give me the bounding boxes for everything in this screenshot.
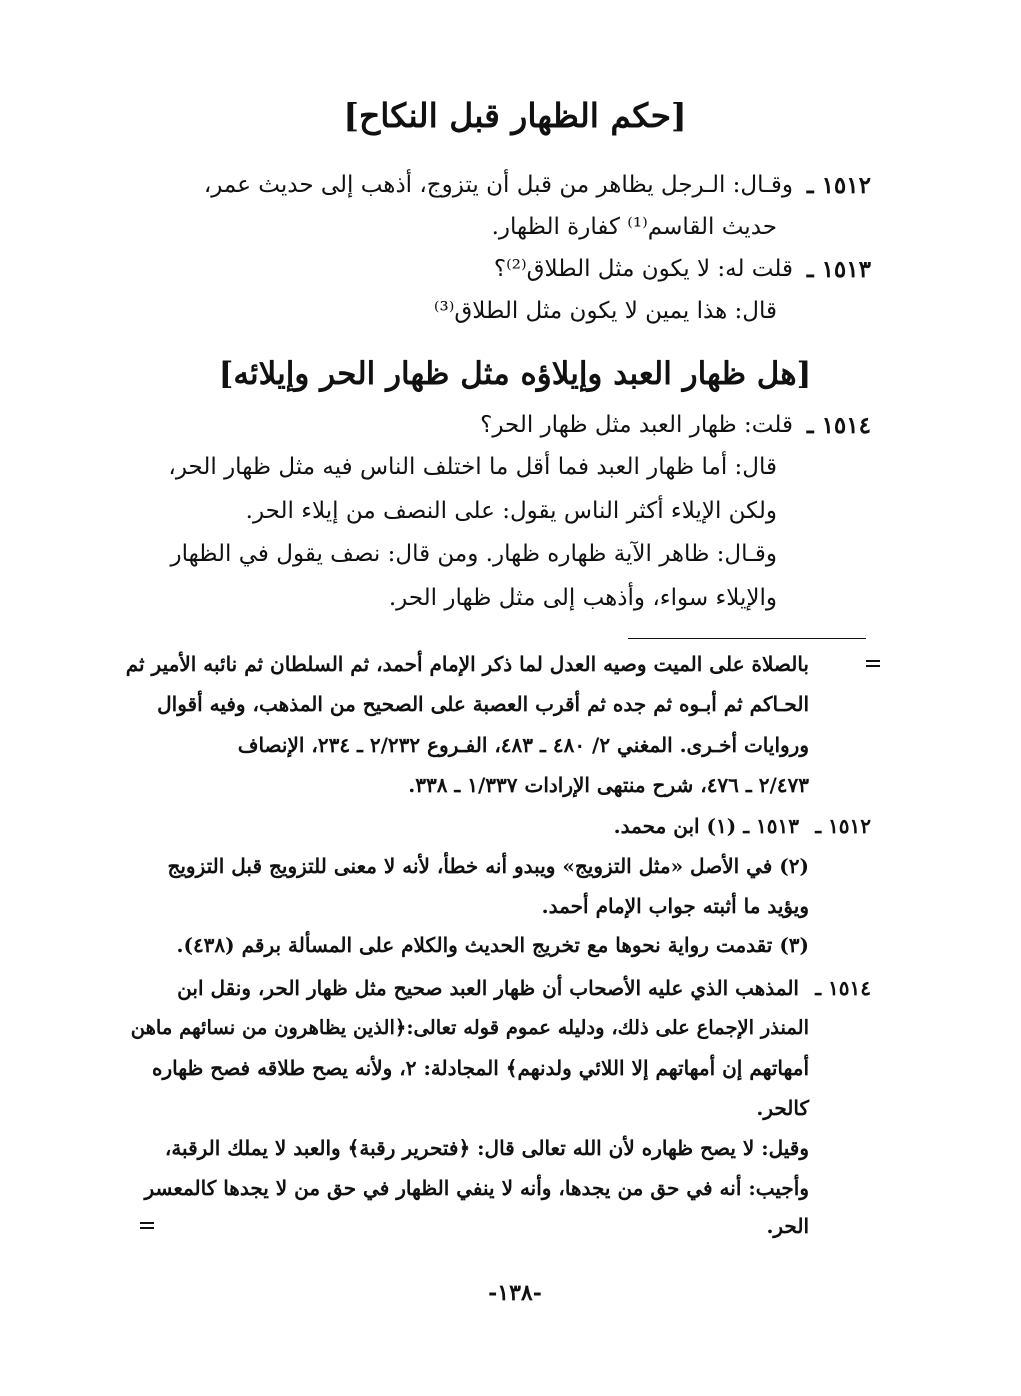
continuation-mark-top-2	[866, 665, 880, 667]
footnote-2-line-2: ويؤيد ما أثبته جواب الإمام أحمد.	[541, 894, 809, 918]
footnote-1512-line-1: ١٥١٣ ـ (١) ابن محمد.	[613, 814, 799, 838]
footnote-1514-line-3: أمهاتهم إن أمهاتهم إلا اللائي ولدنهم﴾ المجادلة: ٢، ولأنه يصح طلاقه فصح ظهاره	[151, 1056, 809, 1080]
issue-1514-line-1: قلت: ظهار العبد مثل ظهار الحر؟	[480, 412, 793, 438]
footnote-cont-line-3: وروايات أخـرى. المغني ٢/ ٤٨٠ ـ ٤٨٣، الفـروع ٢/٢٣٢ ـ ٢٣٤، الإنصاف	[237, 733, 809, 757]
footnote-separator	[628, 638, 866, 639]
issue-number-1512: ١٥١٢ ـ	[806, 172, 871, 199]
issue-1513-line-1: قلت له: لا يكون مثل الطلاق⁽²⁾؟	[493, 256, 793, 282]
footnote-number-1514: ١٥١٤ ـ	[815, 976, 871, 1000]
issue-1512-line-2: حديث القاسم⁽¹⁾ كفارة الظهار.	[491, 214, 777, 240]
footnote-cont-line-4: ٢/٤٧٣ ـ ٤٧٦، شرح منتهى الإرادات ١/٣٣٧ ـ ٣٣٨.	[408, 773, 809, 797]
issue-number-1513: ١٥١٣ ـ	[806, 256, 871, 283]
footnote-cont-line-1: بالصلاة على الميت وصيه العدل لما ذكر الإمام أحمد، ثم السلطان ثم نائبه الأمير ثم	[125, 652, 809, 676]
footnote-1514-line-1: المذهب الذي عليه الأصحاب أن ظهار العبد صحيح مثل ظهار الحر، ونقل ابن	[177, 976, 799, 1000]
footnote-2-line-1: (٢) في الأصل «مثل التزويج» ويبدو أنه خطأ، لأنه لا معنى للتزويج قبل التزويج	[167, 854, 809, 878]
footnote-1514-line-6: وأجيب: أنه في حق من يجدها، وأنه لا ينفي الظهار في حق من لا يجدها كالمعسر	[144, 1176, 809, 1200]
footnote-1514-line-4: كالحر.	[756, 1096, 809, 1120]
page-number: -١٣٨-	[488, 1280, 542, 1306]
continuation-mark-bottom-2	[140, 1227, 154, 1229]
issue-1512-line-1: وقـال: الـرجل يظاهر من قبل أن يتزوج، أذهب إلى حديث عمر،	[203, 172, 793, 198]
continuation-mark-top	[866, 660, 880, 662]
issue-number-1514: ١٥١٤ ـ	[806, 412, 871, 439]
footnote-number-1512: ١٥١٢ ـ	[815, 814, 871, 838]
footnote-1514-line-2: المنذر الإجماع على ذلك، ودليله عموم قوله تعالى:﴿الذين يظاهرون من نسائهم ماهن	[130, 1016, 809, 1039]
issue-1514-line-5: والإيلاء سواء، وأذهب إلى مثل ظهار الحر.	[388, 585, 777, 611]
issue-1514-line-3: ولكن الإيلاء أكثر الناس يقول: على النصف من إيلاء الحر.	[245, 498, 777, 524]
footnote-1514-line-5: وقيل: لا يصح ظهاره لأن الله تعالى قال: ﴿فتحرير رقبة﴾ والعبد لا يملك الرقبة،	[164, 1136, 809, 1160]
section-heading-2: [هل ظهار العبد وإيلاؤه مثل ظهار الحر وإيلائه]	[218, 356, 812, 392]
footnote-1514-line-7: الحر.	[766, 1214, 809, 1238]
issue-1514-line-2: قال: أما ظهار العبد فما أقل ما اختلف الناس فيه مثل ظهار الحر،	[168, 454, 777, 480]
footnote-3-line-1: (٣) تقدمت رواية نحوها مع تخريج الحديث والكلام على المسألة برقم (٤٣٨).	[176, 933, 809, 957]
issue-1513-line-2: قال: هذا يمين لا يكون مثل الطلاق⁽³⁾	[433, 298, 777, 324]
continuation-mark-bottom	[140, 1222, 154, 1224]
issue-1514-line-4: وقـال: ظاهر الآية ظهاره ظهار. ومن قال: نصف يقول في الظهار	[170, 541, 777, 567]
footnote-cont-line-2: الحـاكم ثم أبـوه ثم جده ثم أقرب العصبة على الصحيح من المذهب، وفيه أقوال	[157, 692, 809, 716]
section-heading-1: [حكم الظهار قبل النكاح]	[343, 96, 687, 135]
